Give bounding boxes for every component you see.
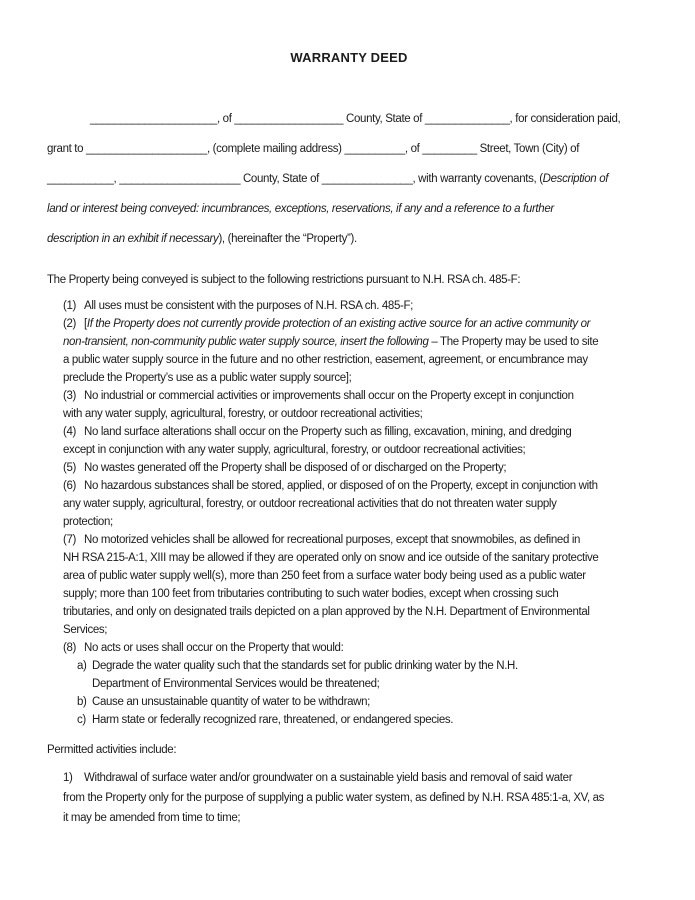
text-run: grant to ____________________, (complete mailing address) __________, of _________ Street, Town (City) of xyxy=(47,143,580,155)
text-run: No wastes generated off the Property shall be disposed of or discharged on the Property; xyxy=(84,462,507,474)
text-line xyxy=(63,495,651,513)
text-line xyxy=(47,194,651,224)
text-line xyxy=(63,513,651,531)
text-line xyxy=(63,808,651,828)
text-line xyxy=(63,693,651,711)
text-run: with any water supply, agricultural, forestry, or outdoor recreational activities; xyxy=(63,408,423,420)
text-line xyxy=(47,104,651,134)
text-line xyxy=(63,423,651,441)
text-line xyxy=(63,531,651,549)
list-marker: (4) xyxy=(63,426,77,438)
text-line xyxy=(63,297,651,315)
text-line xyxy=(47,164,651,194)
list-marker: a) xyxy=(77,660,87,672)
text-run: Services; xyxy=(63,624,108,636)
permitted-activities-heading: Permitted activities include: xyxy=(47,744,177,756)
text-run: protection; xyxy=(63,516,113,528)
text-line xyxy=(63,369,651,387)
text-run: No motorized vehicles shall be allowed for recreational purposes, except that snowmobiles, as defined in xyxy=(84,534,581,546)
text-line xyxy=(63,711,651,729)
text-run: No industrial or commercial activities or improvements shall occur on the Property except in conjunction xyxy=(84,390,574,402)
text-run: ___________, ____________________ County, State of _______________, with warranty covenants, ( xyxy=(47,173,543,185)
text-line xyxy=(47,134,651,164)
text-run: ), (hereinafter the “Property”). xyxy=(218,233,357,245)
list-marker: (8) xyxy=(63,642,77,654)
text-line xyxy=(63,621,651,639)
list-marker: (7) xyxy=(63,534,77,546)
text-run: [ xyxy=(84,318,87,330)
list-marker: (3) xyxy=(63,390,77,402)
text-run: area of public water supply well(s), more than 250 feet from a surface water body being used as a public water xyxy=(63,570,586,582)
text-run: No land surface alterations shall occur on the Property such as filling, excavation, mining, and dredging xyxy=(84,426,572,438)
restrictions-list xyxy=(47,297,651,729)
text-line xyxy=(63,639,651,657)
text-run: No hazardous substances shall be stored, applied, or disposed of on the Property, except in conjunction with xyxy=(84,480,598,492)
text-line xyxy=(63,788,651,808)
text-run: No acts or uses shall occur on the Property that would: xyxy=(84,642,344,654)
list-marker: (5) xyxy=(63,462,77,474)
text-run: Cause an unsustainable quantity of water to be withdrawn; xyxy=(92,696,370,708)
text-line xyxy=(63,603,651,621)
text-run: If the Property does not currently provide protection of an existing active source for an active community or xyxy=(86,318,591,330)
text-line xyxy=(63,657,651,675)
text-run: it may be amended from time to time; xyxy=(63,812,241,824)
text-run: any water supply, agricultural, forestry, or outdoor recreational activities that do not threaten water supply xyxy=(63,498,557,510)
text-line xyxy=(63,549,651,567)
text-run: except in conjunction with any water supply, agricultural, forestry, or outdoor recreational activities; xyxy=(63,444,526,456)
text-run: tributaries, and only on designated trails depicted on a plan approved by the N.H. Department of Environmental xyxy=(63,606,590,618)
text-line xyxy=(63,768,651,788)
text-line xyxy=(63,585,651,603)
restrictions-intro: The Property being conveyed is subject to the following restrictions pursuant to N.H. RSA ch. 485-F: xyxy=(47,274,521,286)
text-run: Degrade the water quality such that the standards set for public drinking water by the N.H. xyxy=(92,660,518,672)
text-run: Department of Environmental Services would be threatened; xyxy=(92,678,380,690)
text-run: – The Property may be used to site xyxy=(428,336,599,348)
text-line xyxy=(63,675,651,693)
text-run: NH RSA 215-A:1, XIII may be allowed if they are operated only on snow and ice outside of the sanitary protective xyxy=(63,552,599,564)
text-line xyxy=(47,224,651,254)
text-line xyxy=(63,315,651,333)
text-run: from the Property only for the purpose of supplying a public water system, as defined by N.H. RSA 485:1-a, XV, as xyxy=(63,792,605,804)
text-run: Description of xyxy=(542,173,609,185)
text-run: supply; more than 100 feet from tributaries contributing to such water bodies, except when crossing such xyxy=(63,588,559,600)
text-run: _____________________, of __________________ County, State of ______________, for consideration paid, xyxy=(90,113,621,125)
text-run: Withdrawal of surface water and/or groundwater on a sustainable yield basis and removal of said water xyxy=(84,772,573,784)
text-run: non-transient, non-community public water supply source, insert the following xyxy=(63,336,429,348)
list-marker: b) xyxy=(77,696,87,708)
document-title: WARRANTY DEED xyxy=(290,50,408,65)
text-run: land or interest being conveyed: incumbrances, exceptions, reservations, if any and a reference to a further xyxy=(47,203,554,215)
text-run: description in an exhibit if necessary xyxy=(47,233,219,245)
list-marker: 1) xyxy=(63,772,73,784)
text-line xyxy=(63,477,651,495)
list-marker: c) xyxy=(77,714,86,726)
list-marker: (2) xyxy=(63,318,77,330)
text-line xyxy=(63,351,651,369)
text-run: a public water supply source in the future and no other restriction, easement, agreement, or encumbrance may xyxy=(63,354,588,366)
text-line xyxy=(63,441,651,459)
text-line xyxy=(63,333,651,351)
text-line xyxy=(63,567,651,585)
text-run: preclude the Property’s use as a public water supply source]; xyxy=(63,372,352,384)
list-marker: (1) xyxy=(63,300,77,312)
text-run: Harm state or federally recognized rare, threatened, or endangered species. xyxy=(92,714,454,726)
opening-paragraph xyxy=(47,104,651,254)
text-line xyxy=(63,405,651,423)
text-run: All uses must be consistent with the purposes of N.H. RSA ch. 485-F; xyxy=(84,300,414,312)
list-marker: (6) xyxy=(63,480,77,492)
text-line xyxy=(63,459,651,477)
text-line xyxy=(63,387,651,405)
permitted-activities-list xyxy=(47,768,651,828)
